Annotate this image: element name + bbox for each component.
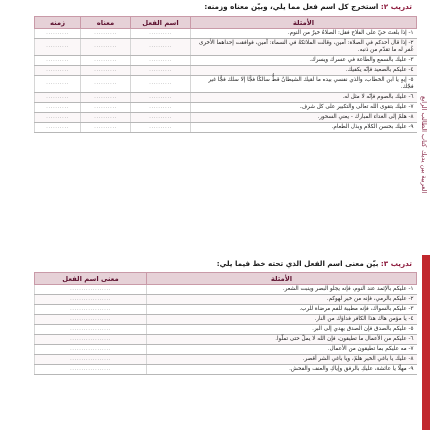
table-row xyxy=(35,364,417,374)
examples-column-header: الأمثلة xyxy=(191,17,417,29)
answer-blank[interactable]: .................. xyxy=(35,344,147,354)
series-title-label: العربية بين يديك xyxy=(420,150,428,194)
answer-blank[interactable]: .......... xyxy=(35,38,81,55)
verb-noun-column-header: اسم الفعل xyxy=(131,17,191,29)
example-sentence: ٥- إيهٍ يا ابن الخطاب، والذي نفسي بيده ما لقيك الشيطانُ قطُّ سالكًا فجًّا إلا سلك فجًّا غير فجّك. xyxy=(191,75,417,92)
answer-blank[interactable]: .......... xyxy=(81,65,131,75)
answer-blank[interactable]: .......... xyxy=(81,122,131,132)
table-row xyxy=(35,314,417,324)
exercise-3-header-row xyxy=(35,273,417,285)
exercise-3-number: تدريب ٣: xyxy=(380,259,412,268)
exercise-2-instruction: استخرج كل اسم فعل مما يلي، وبيّن معناه وزمنه: xyxy=(204,2,379,11)
answer-blank[interactable]: .......... xyxy=(35,122,81,132)
examples-column-header: الأمثلة xyxy=(147,273,417,285)
answer-blank[interactable]: .......... xyxy=(131,65,191,75)
table-row xyxy=(35,294,417,304)
table-row xyxy=(35,324,417,334)
example-sentence: ٨- هلمّ إلى الغداء المبارك - يعني السحور. xyxy=(191,112,417,122)
example-sentence: ٤- عليكم بالصعيد فإنّه يكفيك. xyxy=(191,65,417,75)
answer-blank[interactable]: .......... xyxy=(35,75,81,92)
answer-blank[interactable]: .................. xyxy=(35,334,147,344)
answer-blank[interactable]: .................. xyxy=(35,294,147,304)
example-sentence: ٤- يا مؤمن هاك هذا الكافر فداؤك من النار. xyxy=(147,314,417,324)
answer-blank[interactable]: .......... xyxy=(131,38,191,55)
example-sentence: ٦- عليك بالصوم فإنّه لا مثل له. xyxy=(191,92,417,102)
example-sentence: ٩- مهلًا يا عائشة، عليكِ بالرفق وإياكِ والعنف والفحش. xyxy=(147,364,417,374)
example-sentence: ٧- عليك بتقوى الله تعالى والتكبير على كل شرف. xyxy=(191,102,417,112)
answer-blank[interactable]: .......... xyxy=(81,102,131,112)
answer-blank[interactable]: .......... xyxy=(131,55,191,65)
answer-blank[interactable]: .......... xyxy=(35,102,81,112)
chapter-color-bar xyxy=(422,255,430,430)
answer-blank[interactable]: .......... xyxy=(35,29,81,39)
tense-column-header: زمنه xyxy=(35,17,81,29)
book-title-label: كتاب الطالب الرابع xyxy=(420,96,428,148)
table-row xyxy=(35,102,417,112)
table-row xyxy=(35,112,417,122)
exercise-2-heading xyxy=(204,2,412,11)
answer-blank[interactable]: .......... xyxy=(81,112,131,122)
answer-blank[interactable]: .......... xyxy=(35,65,81,75)
meaning-column-header: معنى اسم الفعل xyxy=(35,273,147,285)
example-sentence: ١- عليكم بالإثمد عند النوم، فإنه يجلو البصر وينبت الشعر. xyxy=(147,285,417,295)
example-sentence: ٩- عليك بحسن الكلام وبذل الطعام. xyxy=(191,122,417,132)
answer-blank[interactable]: .......... xyxy=(131,112,191,122)
answer-blank[interactable]: .......... xyxy=(81,75,131,92)
table-row xyxy=(35,92,417,102)
answer-blank[interactable]: .......... xyxy=(81,92,131,102)
example-sentence: ٣- عليك بالسمع والطاعة في عسرك ويسرك. xyxy=(191,55,417,65)
exercise-2-number: تدريب ٢: xyxy=(380,2,412,11)
example-sentence: ١- إذا بلغتَ حيّ على الفلاح فقل: الصلاةُ خيرٌ من النوم. xyxy=(191,29,417,39)
exercise-2-table xyxy=(34,16,417,133)
answer-blank[interactable]: .......... xyxy=(131,29,191,39)
table-row xyxy=(35,55,417,65)
answer-blank[interactable]: .................. xyxy=(35,364,147,374)
table-row xyxy=(35,304,417,314)
example-sentence: ٧- مه عليكم بما تطيقون من الأعمال. xyxy=(147,344,417,354)
answer-blank[interactable]: .................. xyxy=(35,285,147,295)
answer-blank[interactable]: .......... xyxy=(35,112,81,122)
exercise-2-header-row xyxy=(35,17,417,29)
table-row xyxy=(35,75,417,92)
answer-blank[interactable]: .......... xyxy=(131,75,191,92)
answer-blank[interactable]: .................. xyxy=(35,314,147,324)
table-row xyxy=(35,29,417,39)
table-row xyxy=(35,334,417,344)
answer-blank[interactable]: .......... xyxy=(35,92,81,102)
table-row xyxy=(35,65,417,75)
answer-blank[interactable]: .......... xyxy=(131,92,191,102)
meaning-column-header: معناه xyxy=(81,17,131,29)
answer-blank[interactable]: .......... xyxy=(131,122,191,132)
example-sentence: ٨- عليك يا باغي الخير هلمّ، ويا باغي الشر أقصر. xyxy=(147,354,417,364)
exercise-3-table xyxy=(34,272,417,375)
example-sentence: ٢- إذا قال أحدكم في الصلاة: آمين، وقالت الملائكةُ في السماء: آمين، فوافقت إحداهما الأخرى غُفر له ما تقدّم من ذنبه. xyxy=(191,38,417,55)
example-sentence: ٣- عليكم بالسواك، فإنه مطيبة للفم مرضاة للرب. xyxy=(147,304,417,314)
side-strip xyxy=(416,0,430,430)
table-row xyxy=(35,344,417,354)
table-row xyxy=(35,354,417,364)
answer-blank[interactable]: .......... xyxy=(131,102,191,112)
answer-blank[interactable]: .................. xyxy=(35,324,147,334)
example-sentence: ٥- عليكم بالصدق فإن الصدق يهدي إلى البر. xyxy=(147,324,417,334)
example-sentence: ٦- عليكم من الأعمال ما تطيقون، فإن الله لا يملّ حتى تملّوا. xyxy=(147,334,417,344)
exercise-3-instruction: بيّن معنى اسم الفعل الذي تحته خط فيما يلي: xyxy=(216,259,379,268)
answer-blank[interactable]: .......... xyxy=(35,55,81,65)
table-row xyxy=(35,285,417,295)
table-row xyxy=(35,122,417,132)
example-sentence: ٢- عليكم بالرمي، فإنه من خير لهوكم. xyxy=(147,294,417,304)
exercise-3-heading xyxy=(217,259,412,268)
answer-blank[interactable]: .................. xyxy=(35,354,147,364)
answer-blank[interactable]: .......... xyxy=(81,55,131,65)
table-row xyxy=(35,38,417,55)
answer-blank[interactable]: .......... xyxy=(81,38,131,55)
answer-blank[interactable]: .......... xyxy=(81,29,131,39)
answer-blank[interactable]: .................. xyxy=(35,304,147,314)
